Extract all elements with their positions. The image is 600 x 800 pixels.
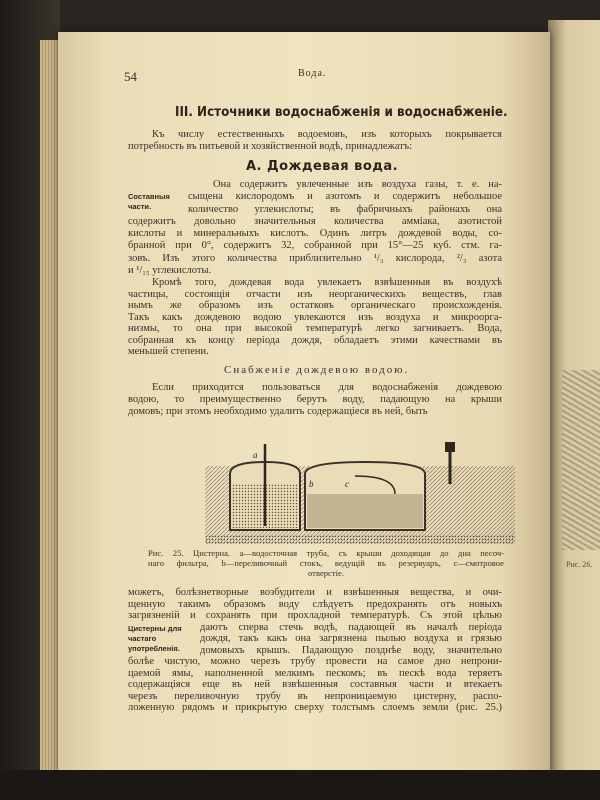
cistern-figure <box>205 440 515 544</box>
text-line: наго фильтра, b—переливочный стокъ, ведущій въ резервуаръ, c—смотровое <box>148 558 504 568</box>
text-line: домовыхъ крышъ. Падающую позднѣе воду, значительно <box>200 644 502 656</box>
text-line: даютъ сперва стечь водѣ, падающей въ началѣ періода <box>200 621 502 633</box>
text-line: болѣе чистую, можно черезъ трубу провести на самое дно непрони- <box>128 656 502 667</box>
text-line: отверстіе. <box>308 568 344 578</box>
text-line: кислоты и минеральныхъ кислотъ. Одинъ литръ дождевой воды, со- <box>128 228 502 240</box>
label-a: a <box>253 450 258 460</box>
text-line: черезъ переливочную трубу въ непроницаемую цистерну, распо- <box>128 690 502 702</box>
text-line: щенную такимъ образомъ воду слѣдуетъ предохранять отъ новыхъ <box>128 598 502 610</box>
text-line: цаемой ямы, наполненной мелкимъ пескомъ; въ пескѣ вода теряетъ <box>128 667 502 679</box>
text-line: и ¹/₁₅ углекислоты. <box>128 265 212 277</box>
label-c: c <box>345 479 349 489</box>
ground-base <box>205 534 515 544</box>
margin-note-composition: Составныя части. <box>128 192 170 211</box>
section-b-paragraph-1 <box>128 382 502 418</box>
text-line: Рис. 25. Цистерна. a—водосточная труба, съ крыши доходящая до дна песоч- <box>148 548 504 558</box>
label-b: b <box>309 479 314 489</box>
text-line: сыщена кислородомъ и азотомъ и содержитъ небольшое <box>188 191 502 203</box>
text-line: Если приходится пользоваться для водоснабженія дождевою <box>152 382 502 393</box>
text-line: содержащіяся еще въ ней взвѣшенныя составныя части и втекаетъ <box>128 679 502 690</box>
text-line: водою, то преимущественно берутъ воду, падающую на крыши <box>128 394 502 405</box>
margin-note-cisterns: Цистерны для частаго употребленія. <box>128 624 182 653</box>
text-line: меньшей степени. <box>128 346 209 357</box>
text-line: зовъ. Изъ этого количества приблизительно ¹/₃ кислорода, ²/₃ азота <box>128 252 502 264</box>
text-line: частицы, состоящія отчасти изъ неорганическихъ веществъ, глав <box>128 288 502 300</box>
right-page-illustration <box>562 370 600 550</box>
running-head: Вода. <box>298 68 327 79</box>
pump-head <box>445 442 455 452</box>
section-b-heading: Снабженіе дождевою водою. <box>224 364 410 376</box>
intro-paragraph <box>128 129 502 152</box>
text-line: потребность въ питьевой и хозяйственной водѣ, принадлежатъ: <box>128 140 413 152</box>
figure-caption <box>148 548 504 578</box>
text-line: загрязненій и сохранять при прохладной температурѣ. Съ этой цѣлью <box>128 610 502 621</box>
text-line: можетъ, болѣзнетворные возбудители и взвѣшенныя вещества, и очи- <box>128 587 502 598</box>
text-line: количество углекислоты; въ фабричныхъ районахъ она <box>188 203 502 215</box>
text-line: нымъ же образомъ изъ остатковъ органическаго происхожденія. <box>128 300 502 311</box>
chapter-title: III. Источники водоснабженія и водоснабженіе. <box>175 105 508 120</box>
section-a-heading: А. Дождевая вода. <box>246 159 399 174</box>
text-line: Къ числу естественныхъ водоемовъ, изъ которыхъ покрывается <box>152 129 502 140</box>
background-bottom <box>0 770 600 800</box>
text-line: Такъ какъ дождевою водою увлекаются изъ воздуха и микроорга- <box>128 311 502 323</box>
text-line: домовъ; при этомъ необходимо удалить содержащіеся въ ней, быть <box>128 406 428 417</box>
text-line: бранной при 0°, содержитъ 32, собранной при 15°—25 куб. стм. га- <box>128 240 502 252</box>
right-page-caption: Рис. 26. <box>566 560 593 569</box>
text-line: Она содержитъ увлеченные изъ воздуха газы, т. е. на- <box>213 179 502 190</box>
text-line: Кромѣ того, дождевая вода увлекаетъ взвѣшенныя въ воздухѣ <box>152 277 502 288</box>
text-line: низмы, то она при высокой температурѣ легко загниваетъ. Вода, <box>128 323 502 334</box>
section-a-paragraph-1 <box>128 179 502 277</box>
section-a-paragraph-2 <box>128 277 502 358</box>
section-b-paragraph-2 <box>128 587 502 714</box>
text-line: дождя, такъ какъ она загрязнена пылью воздуха и грязью <box>200 633 502 644</box>
text-line: собранная къ концу періода дождя, обладаетъ этими качествами въ <box>128 334 502 346</box>
page-number: 54 <box>124 69 137 84</box>
water-level <box>307 494 423 528</box>
text-line: ложенную рядомъ и прикрытую сверху толстымъ слоемъ земли (рис. 25.) <box>128 702 502 713</box>
text-line: содержитъ довольно значительныя количества аммiака, азотистой <box>128 215 502 227</box>
